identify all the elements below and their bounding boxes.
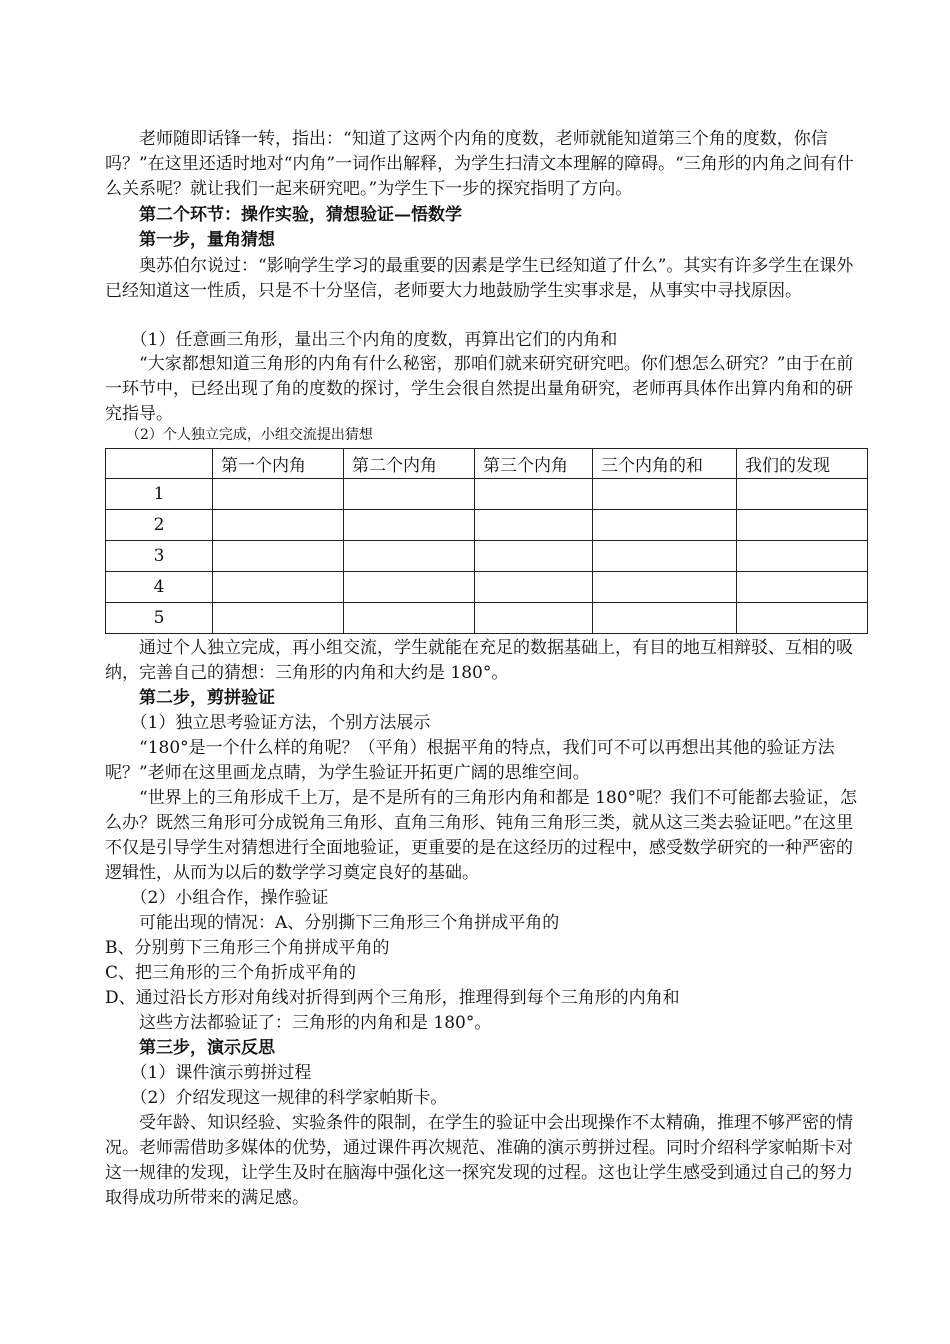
row-number: 5 <box>106 603 213 634</box>
paragraph-ausubel: 奥苏伯尔说过：“影响学生学习的最重要的因素是学生已经知道了什么”。其实有许多学生在课外已经知道这一性质，只是不十分坚信，老师要大力地鼓励学生实事求是，从事实中寻找原因。 <box>105 256 854 301</box>
step-heading-1: 第一步，量角猜想 <box>105 230 275 250</box>
method-d: D、通过沿长方形对角线对折得到两个三角形，推理得到每个三角形的内角和 <box>105 988 680 1008</box>
method-b: B、分别剪下三角形三个角拼成平角的 <box>105 938 390 958</box>
table-row <box>106 603 868 634</box>
paragraph-all-triangles: “世界上的三角形成千上万，是不是所有的三角形内角和都是 180°呢？我们不可能都去验证，怎么办？既然三角形可分成锐角三角形、直角三角形、钝角三角形三类，就从这三类去验证吧。”在这里不仅是引导学生对猜想进行全面地验证，更重要的是在这经历的过程中，感受数学研究的一种严密的逻辑性，从而为以后的数学学习奠定良好的基础。 <box>105 788 858 883</box>
method-c: C、把三角形的三个角折成平角的 <box>105 963 357 983</box>
step-heading-2: 第二步，剪拼验证 <box>105 688 275 708</box>
paragraph-straight-angle: “180°是一个什么样的角呢？（平角）根据平角的特点，我们可不可以再想出其他的验证方法呢？”老师在这里画龙点睛，为学生验证开拓更广阔的思维空间。 <box>105 738 835 783</box>
table-cell <box>593 510 737 541</box>
table-cell <box>213 479 344 510</box>
table-cell <box>213 541 344 572</box>
table-cell <box>737 541 868 572</box>
table-cell <box>475 603 593 634</box>
table-cell <box>737 510 868 541</box>
table-header-cell: 第一个内角 <box>213 449 344 479</box>
table-cell <box>475 541 593 572</box>
paragraph-measure: “大家都想知道三角形的内角有什么秘密，那咱们就来研究研究吧。你们想怎么研究？”由于在前一环节中，已经出现了角的度数的探讨，学生会很自然提出量角研究，老师再具体作出算内角和的研究指导。 <box>105 354 854 424</box>
table-cell <box>593 603 737 634</box>
table-header-cell: 第二个内角 <box>344 449 475 479</box>
table-row <box>106 479 868 510</box>
task-demo-1: （1）课件演示剪拼过程 <box>105 1063 312 1083</box>
table-cell <box>737 479 868 510</box>
table-cell <box>213 510 344 541</box>
step-heading-3: 第三步，演示反思 <box>105 1038 275 1058</box>
table-cell <box>475 572 593 603</box>
table-cell <box>344 510 475 541</box>
method-a: 可能出现的情况：A、分别撕下三角形三个角拼成平角的 <box>105 913 560 933</box>
task-demo-2: （2）介绍发现这一规律的科学家帕斯卡。 <box>105 1088 448 1108</box>
table-row <box>106 541 868 572</box>
table-header-cell <box>106 449 213 479</box>
table-cell <box>737 603 868 634</box>
table-cell <box>344 479 475 510</box>
table-cell <box>344 572 475 603</box>
table-cell <box>475 510 593 541</box>
task-verify-1: （1）独立思考验证方法，个别方法展示 <box>105 713 431 733</box>
row-number: 1 <box>106 479 213 510</box>
table-header-cell: 三个内角的和 <box>593 449 737 479</box>
table-row <box>106 572 868 603</box>
table-header-cell: 我们的发现 <box>737 449 868 479</box>
table-cell <box>593 479 737 510</box>
section-heading-2: 第二个环节：操作实验，猜想验证—悟数学 <box>105 205 462 225</box>
row-number: 2 <box>106 510 213 541</box>
table-header-cell: 第三个内角 <box>475 449 593 479</box>
table-cell <box>213 572 344 603</box>
table-cell <box>344 603 475 634</box>
table-cell <box>213 603 344 634</box>
paragraph-verified: 这些方法都验证了：三角形的内角和是 180°。 <box>105 1013 492 1033</box>
table-cell <box>593 572 737 603</box>
paragraph-reflection: 受年龄、知识经验、实验条件的限制，在学生的验证中会出现操作不太精确，推理不够严密的情况。老师需借助多媒体的优势，通过课件再次规范、准确的演示剪拼过程。同时介绍科学家帕斯卡对这一规律的发现，让学生及时在脑海中强化这一探究发现的过程。这也让学生感受到通过自己的努力取得成功所带来的满足感。 <box>105 1113 853 1208</box>
paragraph-conjecture: 通过个人独立完成，再小组交流，学生就能在充足的数据基础上，有目的地互相辩驳、互相的吸纳，完善自己的猜想：三角形的内角和大约是 180°。 <box>105 638 853 683</box>
observation-table <box>105 448 868 634</box>
paragraph-intro: 老师随即话锋一转，指出：“知道了这两个内角的度数，老师就能知道第三个角的度数，你信吗？”在这里还适时地对“内角”一词作出解释，为学生扫清文本理解的障碍。“三角形的内角之间有什么关系呢？就让我们一起来研究吧。”为学生下一步的探究指明了方向。 <box>105 129 854 199</box>
row-number: 3 <box>106 541 213 572</box>
table-cell <box>344 541 475 572</box>
task-verify-2: （2）小组合作，操作验证 <box>105 888 329 908</box>
table-cell <box>737 572 868 603</box>
row-number: 4 <box>106 572 213 603</box>
table-row <box>106 510 868 541</box>
table-cell <box>475 479 593 510</box>
task-1: （1）任意画三角形，量出三个内角的度数，再算出它们的内角和 <box>105 330 618 350</box>
table-cell <box>593 541 737 572</box>
table-header-row <box>106 449 868 479</box>
task-2: （2）个人独立完成，小组交流提出猜想 <box>105 427 373 443</box>
